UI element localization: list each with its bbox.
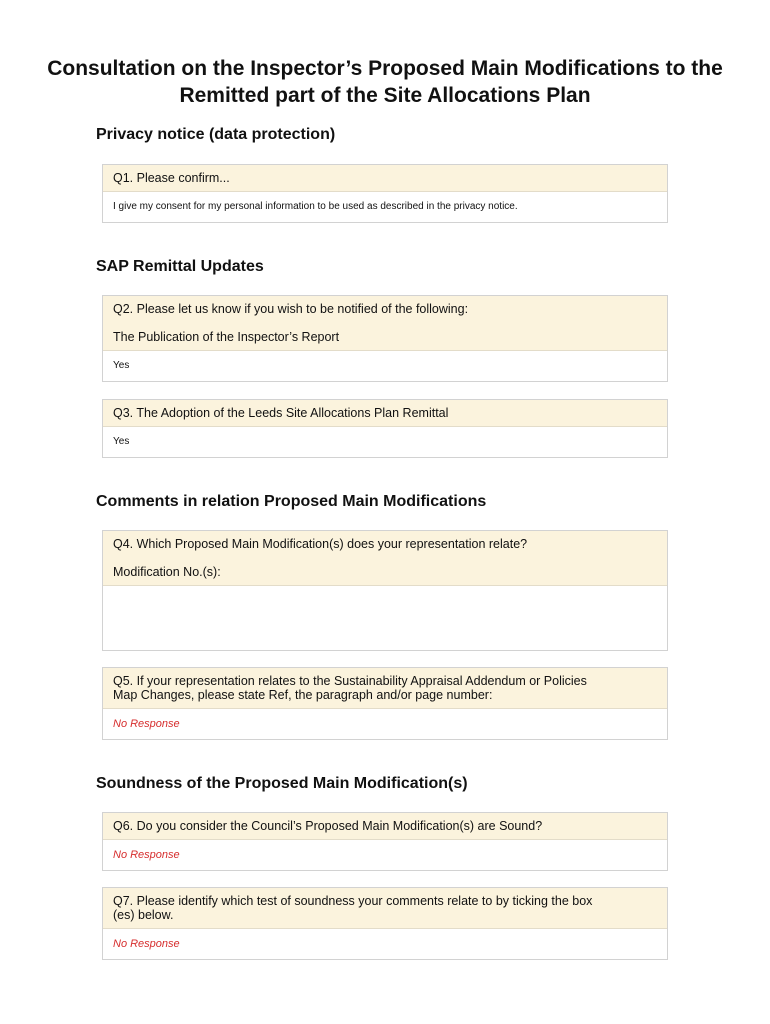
page-title-line-1: Consultation on the Inspector’s Proposed Main Modifications to the bbox=[47, 57, 723, 80]
question-q1-text: Q1. Please confirm... bbox=[113, 171, 230, 185]
question-q3-header bbox=[103, 400, 667, 427]
question-q5-header bbox=[103, 668, 667, 709]
question-q5-text-line-1: Q5. If your representation relates to the Sustainability Appraisal Addendum or Policies bbox=[113, 674, 587, 688]
page-title-line-2: Remitted part of the Site Allocations Plan bbox=[179, 84, 591, 107]
question-q4 bbox=[102, 530, 668, 651]
question-q2-answer: Yes bbox=[113, 360, 130, 371]
question-q2-text: Q2. Please let us know if you wish to be notified of the following: bbox=[113, 302, 469, 316]
question-q6-text: Q6. Do you consider the Council’s Proposed Main Modification(s) are Sound? bbox=[113, 819, 543, 833]
question-q3-text: Q3. The Adoption of the Leeds Site Allocations Plan Remittal bbox=[113, 406, 449, 420]
question-q6-answer: No Response bbox=[113, 849, 180, 861]
question-q2 bbox=[102, 295, 668, 382]
question-q4-answer bbox=[103, 586, 667, 650]
question-q1-header bbox=[103, 165, 667, 192]
page-title bbox=[0, 55, 770, 109]
question-q7-answer: No Response bbox=[113, 938, 180, 950]
section-heading-soundness: Soundness of the Proposed Main Modification(s) bbox=[96, 775, 468, 792]
question-q6-header bbox=[103, 813, 667, 840]
question-q7-header bbox=[103, 888, 667, 929]
question-q1-answer: I give my consent for my personal information to be used as described in the privacy notice. bbox=[113, 201, 518, 212]
question-q4-header bbox=[103, 531, 667, 586]
question-q4-subtext: Modification No.(s): bbox=[113, 565, 221, 579]
section-heading-privacy: Privacy notice (data protection) bbox=[96, 126, 336, 143]
question-q6 bbox=[102, 812, 668, 871]
question-q2-subtext: The Publication of the Inspector’s Report bbox=[113, 330, 340, 344]
question-q4-text: Q4. Which Proposed Main Modification(s) does your representation relate? bbox=[113, 537, 528, 551]
question-q7-text-line-2: (es) below. bbox=[113, 908, 174, 922]
question-q7 bbox=[102, 887, 668, 960]
question-q3-answer: Yes bbox=[113, 436, 130, 447]
question-q5-text-line-2: Map Changes, please state Ref, the paragraph and/or page number: bbox=[113, 688, 493, 702]
question-q2-header bbox=[103, 296, 667, 351]
question-q1 bbox=[102, 164, 668, 223]
section-heading-sap: SAP Remittal Updates bbox=[96, 258, 264, 275]
question-q3 bbox=[102, 399, 668, 458]
section-heading-comments: Comments in relation Proposed Main Modifications bbox=[96, 493, 487, 510]
question-q5-answer: No Response bbox=[113, 718, 180, 730]
question-q7-text-line-1: Q7. Please identify which test of soundness your comments relate to by ticking the box bbox=[113, 894, 593, 908]
question-q5 bbox=[102, 667, 668, 740]
